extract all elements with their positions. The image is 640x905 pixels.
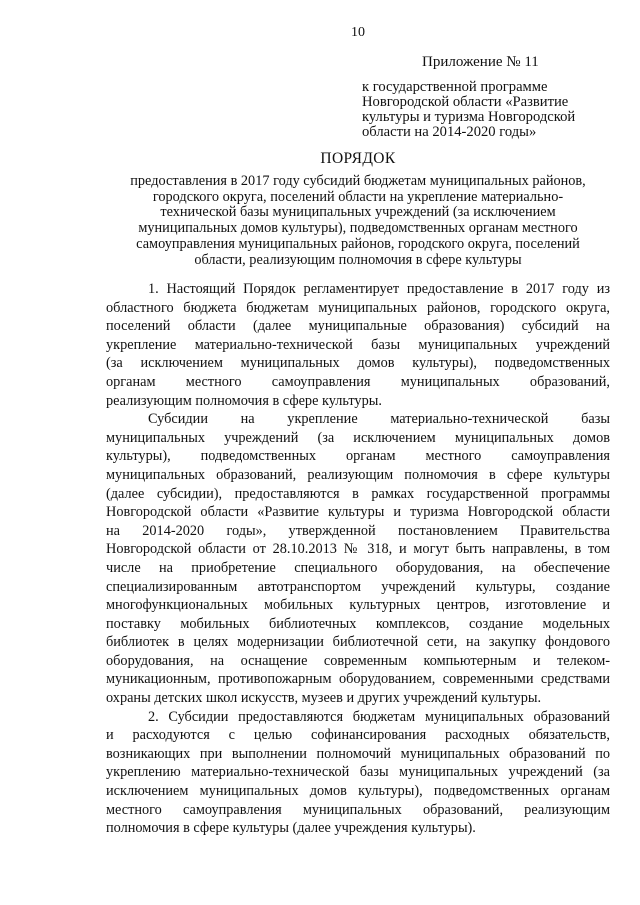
appendix-line: к государственной программе [362, 79, 548, 95]
appendix-title: Приложение № 11 [422, 54, 539, 70]
subtitle-line: области, реализующим полномочия в сфере культуры [194, 251, 522, 268]
subtitle-line: городского округа, поселений области на укрепление материально- [152, 188, 564, 205]
paragraph-line: Новгородской области «Развитие культуры и туризма Новгородской области [106, 504, 610, 521]
paragraph-line: специализированным автотранспортом учреждений культуры, создание [106, 578, 610, 595]
paragraph-line: 1. Настоящий Порядок регламентирует предоставление в 2017 году из [148, 281, 610, 297]
paragraph-line: Новгородской области от 28.10.2013 № 318, и могут быть направлены, в том [106, 541, 610, 558]
document-title: ПОРЯДОК [320, 150, 396, 167]
paragraph-line: полномочия в сфере культуры (далее учреждения культуры). [106, 820, 476, 837]
paragraph-2 [106, 410, 610, 708]
paragraph-line: Субсидии на укрепление материально-технической базы [148, 411, 610, 428]
subtitle-line: предоставления в 2017 году субсидий бюджетам муниципальных районов, [130, 173, 586, 189]
appendix-line: культуры и туризма Новгородской [362, 109, 576, 125]
paragraph-line: реализующим полномочия в сфере культуры. [106, 392, 382, 409]
appendix-line: Новгородской области «Развитие [362, 94, 569, 110]
paragraph-line: и расходуются с целью софинансирования расходных обязательств, [106, 727, 610, 744]
paragraph-line: оборудования, на оснащение современным компьютерным и телеком- [106, 652, 610, 669]
paragraph-line: поставку мобильных библиотечных комплексов, создание модельных [106, 615, 610, 632]
subtitle-line: муниципальных домов культуры), подведомственных органам местного [138, 220, 578, 237]
paragraph-line: исключением муниципальных домов культуры), подведомственных органам [106, 783, 610, 800]
paragraph-line: библиотек в целях модернизации библиотечной сети, на закупку фондового [106, 634, 610, 651]
paragraph-line: (далее субсидии), предоставляются в рамках государственной программы [106, 485, 610, 502]
paragraph-line: возникающих при выполнении полномочий муниципальных образований по [106, 745, 610, 762]
paragraph-line: укрепление материально-технической базы муниципальных учреждений [106, 336, 610, 353]
document-subtitle [106, 174, 610, 268]
paragraph-line: (за исключением муниципальных домов культуры), подведомственных [106, 355, 610, 372]
paragraph-line: охраны детских школ искусств, музеев и других учреждений культуры. [106, 690, 542, 707]
subtitle-line: технической базы муниципальных учреждений (за исключением [160, 204, 556, 221]
paragraph-line: культуры), подведомственных органам местного самоуправления [106, 448, 610, 465]
paragraph-line: муниципальных образований, реализующим полномочия в сфере культуры [106, 466, 610, 483]
paragraph-3 [106, 708, 610, 838]
page-number: 10 [351, 25, 365, 40]
paragraph-line: муникационным, противопожарным оборудованием, современными средствами [106, 671, 610, 688]
paragraph-line: укреплению материально-технической базы муниципальных учреждений (за [106, 764, 610, 781]
subtitle-line: самоуправления муниципальных районов, городского округа, поселений [136, 235, 580, 252]
paragraph-line: 2. Субсидии предоставляются бюджетам муниципальных образований [148, 708, 610, 725]
appendix-line: области на 2014-2020 годы» [362, 124, 537, 140]
paragraph-line: многофункциональных мобильных культурных центров, изготовление и [106, 597, 610, 614]
paragraph-line: числе на приобретение специального оборудования, на обеспечение [106, 559, 610, 576]
appendix-block [362, 54, 602, 140]
paragraph-1 [106, 280, 610, 410]
paragraph-line: муниципальных учреждений (за исключением муниципальных домов [106, 429, 610, 446]
paragraph-line: поселений области (далее муниципальные образования) субсидий на [106, 318, 610, 335]
paragraph-line: областного бюджета бюджетам муниципальных районов, городского округа, [106, 299, 610, 316]
document-body [106, 280, 610, 838]
paragraph-line: органам местного самоуправления муниципальных образований, [106, 373, 610, 390]
paragraph-line: местного самоуправления муниципальных образований, реализующим [106, 801, 610, 818]
paragraph-line: на 2014-2020 годы», утвержденной постановлением Правительства [106, 522, 610, 539]
